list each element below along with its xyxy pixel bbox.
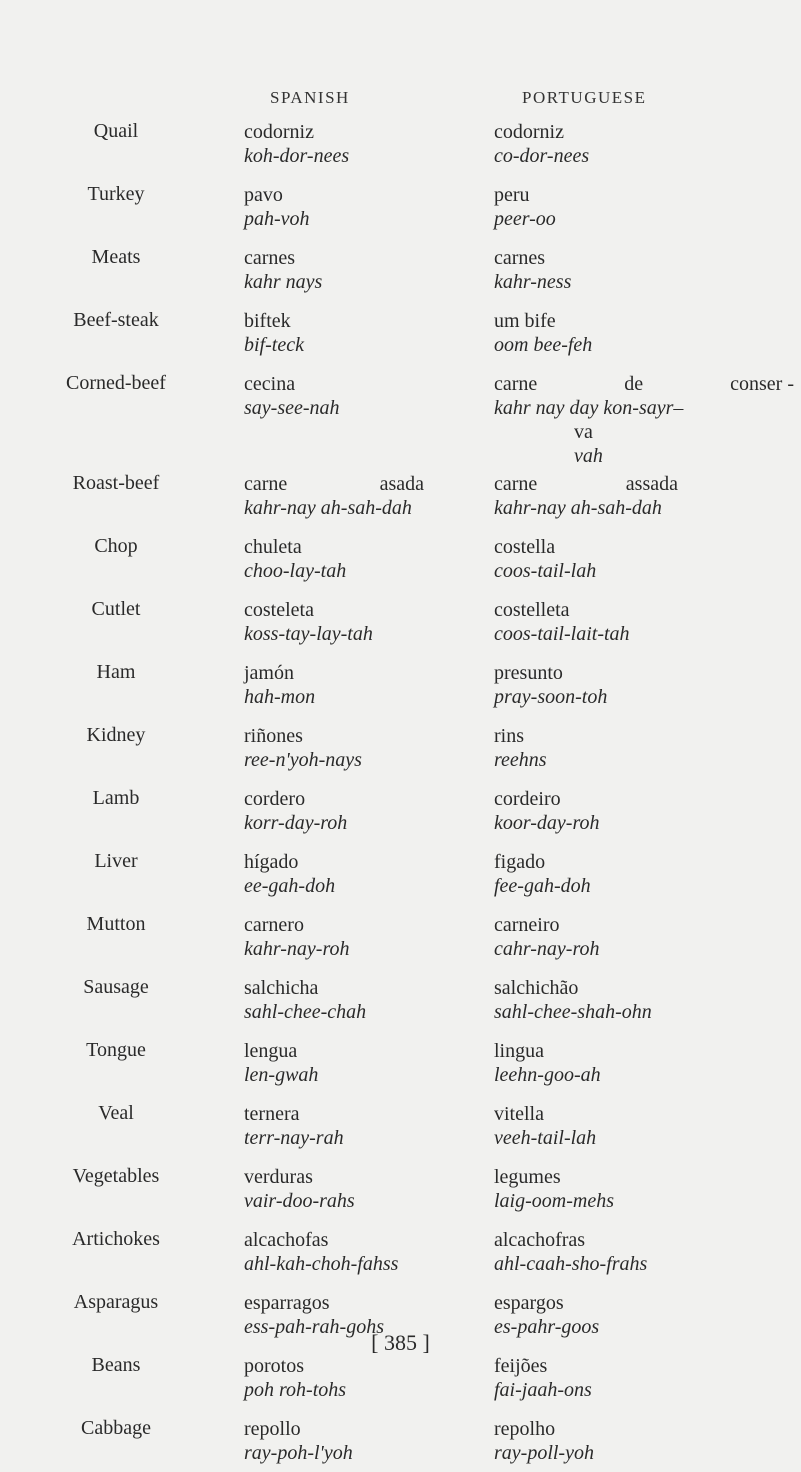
english-term: Mutton — [86, 913, 146, 935]
portuguese-cell — [494, 1102, 794, 1150]
portuguese-word: um bife — [494, 310, 556, 332]
portuguese-pronunciation: kahr nay day kon-sayr– — [494, 397, 684, 419]
spanish-cell — [244, 661, 474, 709]
portuguese-word: presunto — [494, 662, 563, 684]
spanish-word: carnero — [244, 914, 304, 936]
english-term: Beef-steak — [73, 309, 159, 331]
portuguese-word: carnes — [494, 247, 546, 269]
portuguese-pronunciation-continuation: vah — [574, 445, 603, 467]
spanish-pronunciation: say-see-nah — [244, 397, 340, 419]
spanish-cell — [244, 724, 474, 772]
english-term: Kidney — [86, 724, 146, 746]
portuguese-cell — [494, 976, 794, 1024]
english-term: Liver — [94, 850, 138, 872]
portuguese-word — [494, 472, 678, 496]
list-item — [0, 905, 801, 968]
portuguese-column-header: PORTUGUESE — [522, 88, 647, 107]
english-term: Corned-beef — [66, 372, 166, 394]
spanish-cell — [244, 850, 474, 898]
portuguese-cell — [494, 598, 794, 646]
spanish-pronunciation: choo-lay-tah — [244, 560, 347, 582]
list-item — [0, 779, 801, 842]
english-term: Cutlet — [91, 598, 141, 620]
portuguese-word: codorniz — [494, 121, 564, 143]
spanish-word-part: carne — [244, 473, 288, 495]
english-term: Meats — [91, 246, 141, 268]
spanish-pronunciation: terr-nay-rah — [244, 1127, 344, 1149]
english-term: Turkey — [87, 183, 145, 205]
english-term: Sausage — [83, 976, 149, 998]
spanish-word: jamón — [244, 662, 294, 684]
portuguese-pronunciation: coos-tail-lah — [494, 560, 597, 582]
spanish-cell — [244, 183, 474, 231]
english-term: Beans — [91, 1354, 141, 1376]
list-item — [0, 1031, 801, 1094]
spanish-pronunciation: pah-voh — [244, 208, 310, 230]
list-item — [0, 364, 801, 467]
spanish-word: verduras — [244, 1166, 313, 1188]
spanish-cell — [244, 787, 474, 835]
spanish-pronunciation: len-gwah — [244, 1064, 319, 1086]
portuguese-cell — [494, 787, 794, 835]
list-item — [0, 175, 801, 238]
portuguese-pronunciation: fee-gah-doh — [494, 875, 591, 897]
portuguese-word: repolho — [494, 1418, 556, 1440]
english-term: Vegetables — [72, 1165, 160, 1187]
spanish-word: alcachofas — [244, 1229, 329, 1251]
english-term: Ham — [96, 661, 136, 683]
spanish-word: hígado — [244, 851, 299, 873]
portuguese-cell — [494, 535, 794, 583]
portuguese-cell — [494, 183, 794, 231]
portuguese-word: legumes — [494, 1166, 561, 1188]
portuguese-pronunciation: kahr-ness — [494, 271, 572, 293]
spanish-pronunciation: ahl-kah-choh-fahss — [244, 1253, 399, 1275]
spanish-pronunciation: sahl-chee-chah — [244, 1001, 367, 1023]
spanish-cell — [244, 309, 474, 357]
portuguese-cell — [494, 1354, 794, 1402]
portuguese-pronunciation: kahr-nay ah-sah-dah — [494, 497, 662, 519]
spanish-word: carnes — [244, 247, 296, 269]
portuguese-word: costelleta — [494, 599, 570, 621]
portuguese-word — [494, 372, 794, 396]
portuguese-cell — [494, 1228, 794, 1276]
portuguese-cell — [494, 661, 794, 709]
spanish-cell — [244, 472, 474, 520]
portuguese-pronunciation: fai-jaah-ons — [494, 1379, 592, 1401]
portuguese-cell — [494, 1417, 794, 1465]
portuguese-word: figado — [494, 851, 546, 873]
spanish-word: salchicha — [244, 977, 319, 999]
english-term: Asparagus — [73, 1291, 159, 1313]
spanish-word: porotos — [244, 1355, 304, 1377]
portuguese-cell — [494, 1039, 794, 1087]
spanish-pronunciation: hah-mon — [244, 686, 316, 708]
spanish-word: cecina — [244, 373, 296, 395]
spanish-pronunciation: koh-dor-nees — [244, 145, 350, 167]
spanish-pronunciation: ess-pah-rah-gohs — [244, 1316, 384, 1338]
portuguese-pronunciation: reehns — [494, 749, 547, 771]
portuguese-cell — [494, 913, 794, 961]
spanish-cell — [244, 1354, 474, 1402]
spanish-cell — [244, 1165, 474, 1213]
list-item — [0, 968, 801, 1031]
portuguese-pronunciation: leehn-goo-ah — [494, 1064, 601, 1086]
portuguese-word: salchichão — [494, 977, 579, 999]
portuguese-cell — [494, 246, 794, 294]
spanish-pronunciation: ee-gah-doh — [244, 875, 336, 897]
portuguese-word: cordeiro — [494, 788, 561, 810]
spanish-word: pavo — [244, 184, 283, 206]
portuguese-word: peru — [494, 184, 530, 206]
spanish-column-header: SPANISH — [270, 88, 350, 107]
spanish-cell — [244, 598, 474, 646]
english-term: Lamb — [92, 787, 140, 809]
portuguese-pronunciation: coos-tail-lait-tah — [494, 623, 630, 645]
spanish-pronunciation: poh roh-tohs — [244, 1379, 347, 1401]
list-item — [0, 527, 801, 590]
spanish-pronunciation: korr-day-roh — [244, 812, 348, 834]
portuguese-word-part: assada — [625, 473, 678, 495]
list-item — [0, 1409, 801, 1472]
list-item — [0, 1094, 801, 1157]
page-number: [ 385 ] — [371, 1330, 430, 1355]
spanish-cell — [244, 535, 474, 583]
spanish-word: riñones — [244, 725, 303, 747]
list-item — [0, 1157, 801, 1220]
portuguese-word-part: carne — [494, 373, 538, 395]
portuguese-word-part: carne — [494, 473, 538, 495]
portuguese-pronunciation: co-dor-nees — [494, 145, 590, 167]
portuguese-word: rins — [494, 725, 524, 747]
portuguese-pronunciation: koor-day-roh — [494, 812, 600, 834]
vocabulary-list — [0, 112, 801, 1472]
spanish-pronunciation: ray-poh-l'yoh — [244, 1442, 353, 1464]
list-item — [0, 301, 801, 364]
portuguese-cell — [494, 850, 794, 898]
spanish-word: chuleta — [244, 536, 302, 558]
portuguese-cell — [494, 309, 794, 357]
spanish-word: biftek — [244, 310, 291, 332]
spanish-cell — [244, 1039, 474, 1087]
portuguese-pronunciation: oom bee-feh — [494, 334, 593, 356]
spanish-cell — [244, 976, 474, 1024]
portuguese-pronunciation: ahl-caah-sho-frahs — [494, 1253, 648, 1275]
portuguese-cell — [494, 120, 794, 168]
english-term: Artichokes — [72, 1228, 160, 1250]
portuguese-word-part: conser - — [730, 373, 794, 395]
english-term: Roast-beef — [72, 472, 160, 494]
portuguese-word: feijões — [494, 1355, 548, 1377]
list-item — [0, 464, 801, 527]
spanish-cell — [244, 372, 474, 420]
spanish-cell — [244, 246, 474, 294]
spanish-cell — [244, 1228, 474, 1276]
list-item — [0, 842, 801, 905]
portuguese-word: vitella — [494, 1103, 544, 1125]
list-item — [0, 653, 801, 716]
spanish-pronunciation: bif-teck — [244, 334, 304, 356]
list-item — [0, 1220, 801, 1283]
portuguese-pronunciation: pray-soon-toh — [494, 686, 608, 708]
portuguese-word: lingua — [494, 1040, 544, 1062]
list-item — [0, 238, 801, 301]
portuguese-cell — [494, 372, 794, 468]
spanish-word: esparragos — [244, 1292, 330, 1314]
portuguese-pronunciation: laig-oom-mehs — [494, 1190, 614, 1212]
portuguese-pronunciation: veeh-tail-lah — [494, 1127, 597, 1149]
spanish-word-part: asada — [379, 473, 424, 495]
portuguese-word: carneiro — [494, 914, 560, 936]
english-term: Chop — [94, 535, 138, 557]
spanish-word: costeleta — [244, 599, 314, 621]
spanish-pronunciation: vair-doo-rahs — [244, 1190, 355, 1212]
portuguese-word: alcachofras — [494, 1229, 586, 1251]
list-item — [0, 716, 801, 779]
spanish-word: cordero — [244, 788, 306, 810]
english-term: Tongue — [86, 1039, 146, 1061]
list-item — [0, 112, 801, 175]
portuguese-pronunciation: ray-poll-yoh — [494, 1442, 594, 1464]
english-term: Veal — [98, 1102, 134, 1124]
portuguese-word: costella — [494, 536, 556, 558]
spanish-word: codorniz — [244, 121, 314, 143]
portuguese-pronunciation: cahr-nay-roh — [494, 938, 600, 960]
portuguese-pronunciation: peer-oo — [494, 208, 556, 230]
spanish-cell — [244, 913, 474, 961]
spanish-cell — [244, 120, 474, 168]
spanish-word: repollo — [244, 1418, 301, 1440]
spanish-pronunciation: ree-n'yoh-nays — [244, 749, 362, 771]
portuguese-cell — [494, 724, 794, 772]
spanish-pronunciation: kahr-nay ah-sah-dah — [244, 497, 412, 519]
spanish-word — [244, 472, 424, 496]
spanish-pronunciation: kahr-nay-roh — [244, 938, 350, 960]
portuguese-pronunciation: es-pahr-goos — [494, 1316, 600, 1338]
english-term: Cabbage — [81, 1417, 151, 1439]
portuguese-cell — [494, 1165, 794, 1213]
portuguese-word-part: de — [624, 373, 644, 395]
english-term: Quail — [93, 120, 139, 142]
spanish-word: ternera — [244, 1103, 300, 1125]
list-item — [0, 590, 801, 653]
spanish-cell — [244, 1102, 474, 1150]
spanish-word: lengua — [244, 1040, 298, 1062]
portuguese-word: espargos — [494, 1292, 564, 1314]
spanish-cell — [244, 1417, 474, 1465]
portuguese-cell — [494, 472, 794, 520]
spanish-pronunciation: koss-tay-lay-tah — [244, 623, 373, 645]
spanish-pronunciation: kahr nays — [244, 271, 323, 293]
portuguese-word-continuation: va — [574, 421, 593, 443]
portuguese-pronunciation: sahl-chee-shah-ohn — [494, 1001, 652, 1023]
